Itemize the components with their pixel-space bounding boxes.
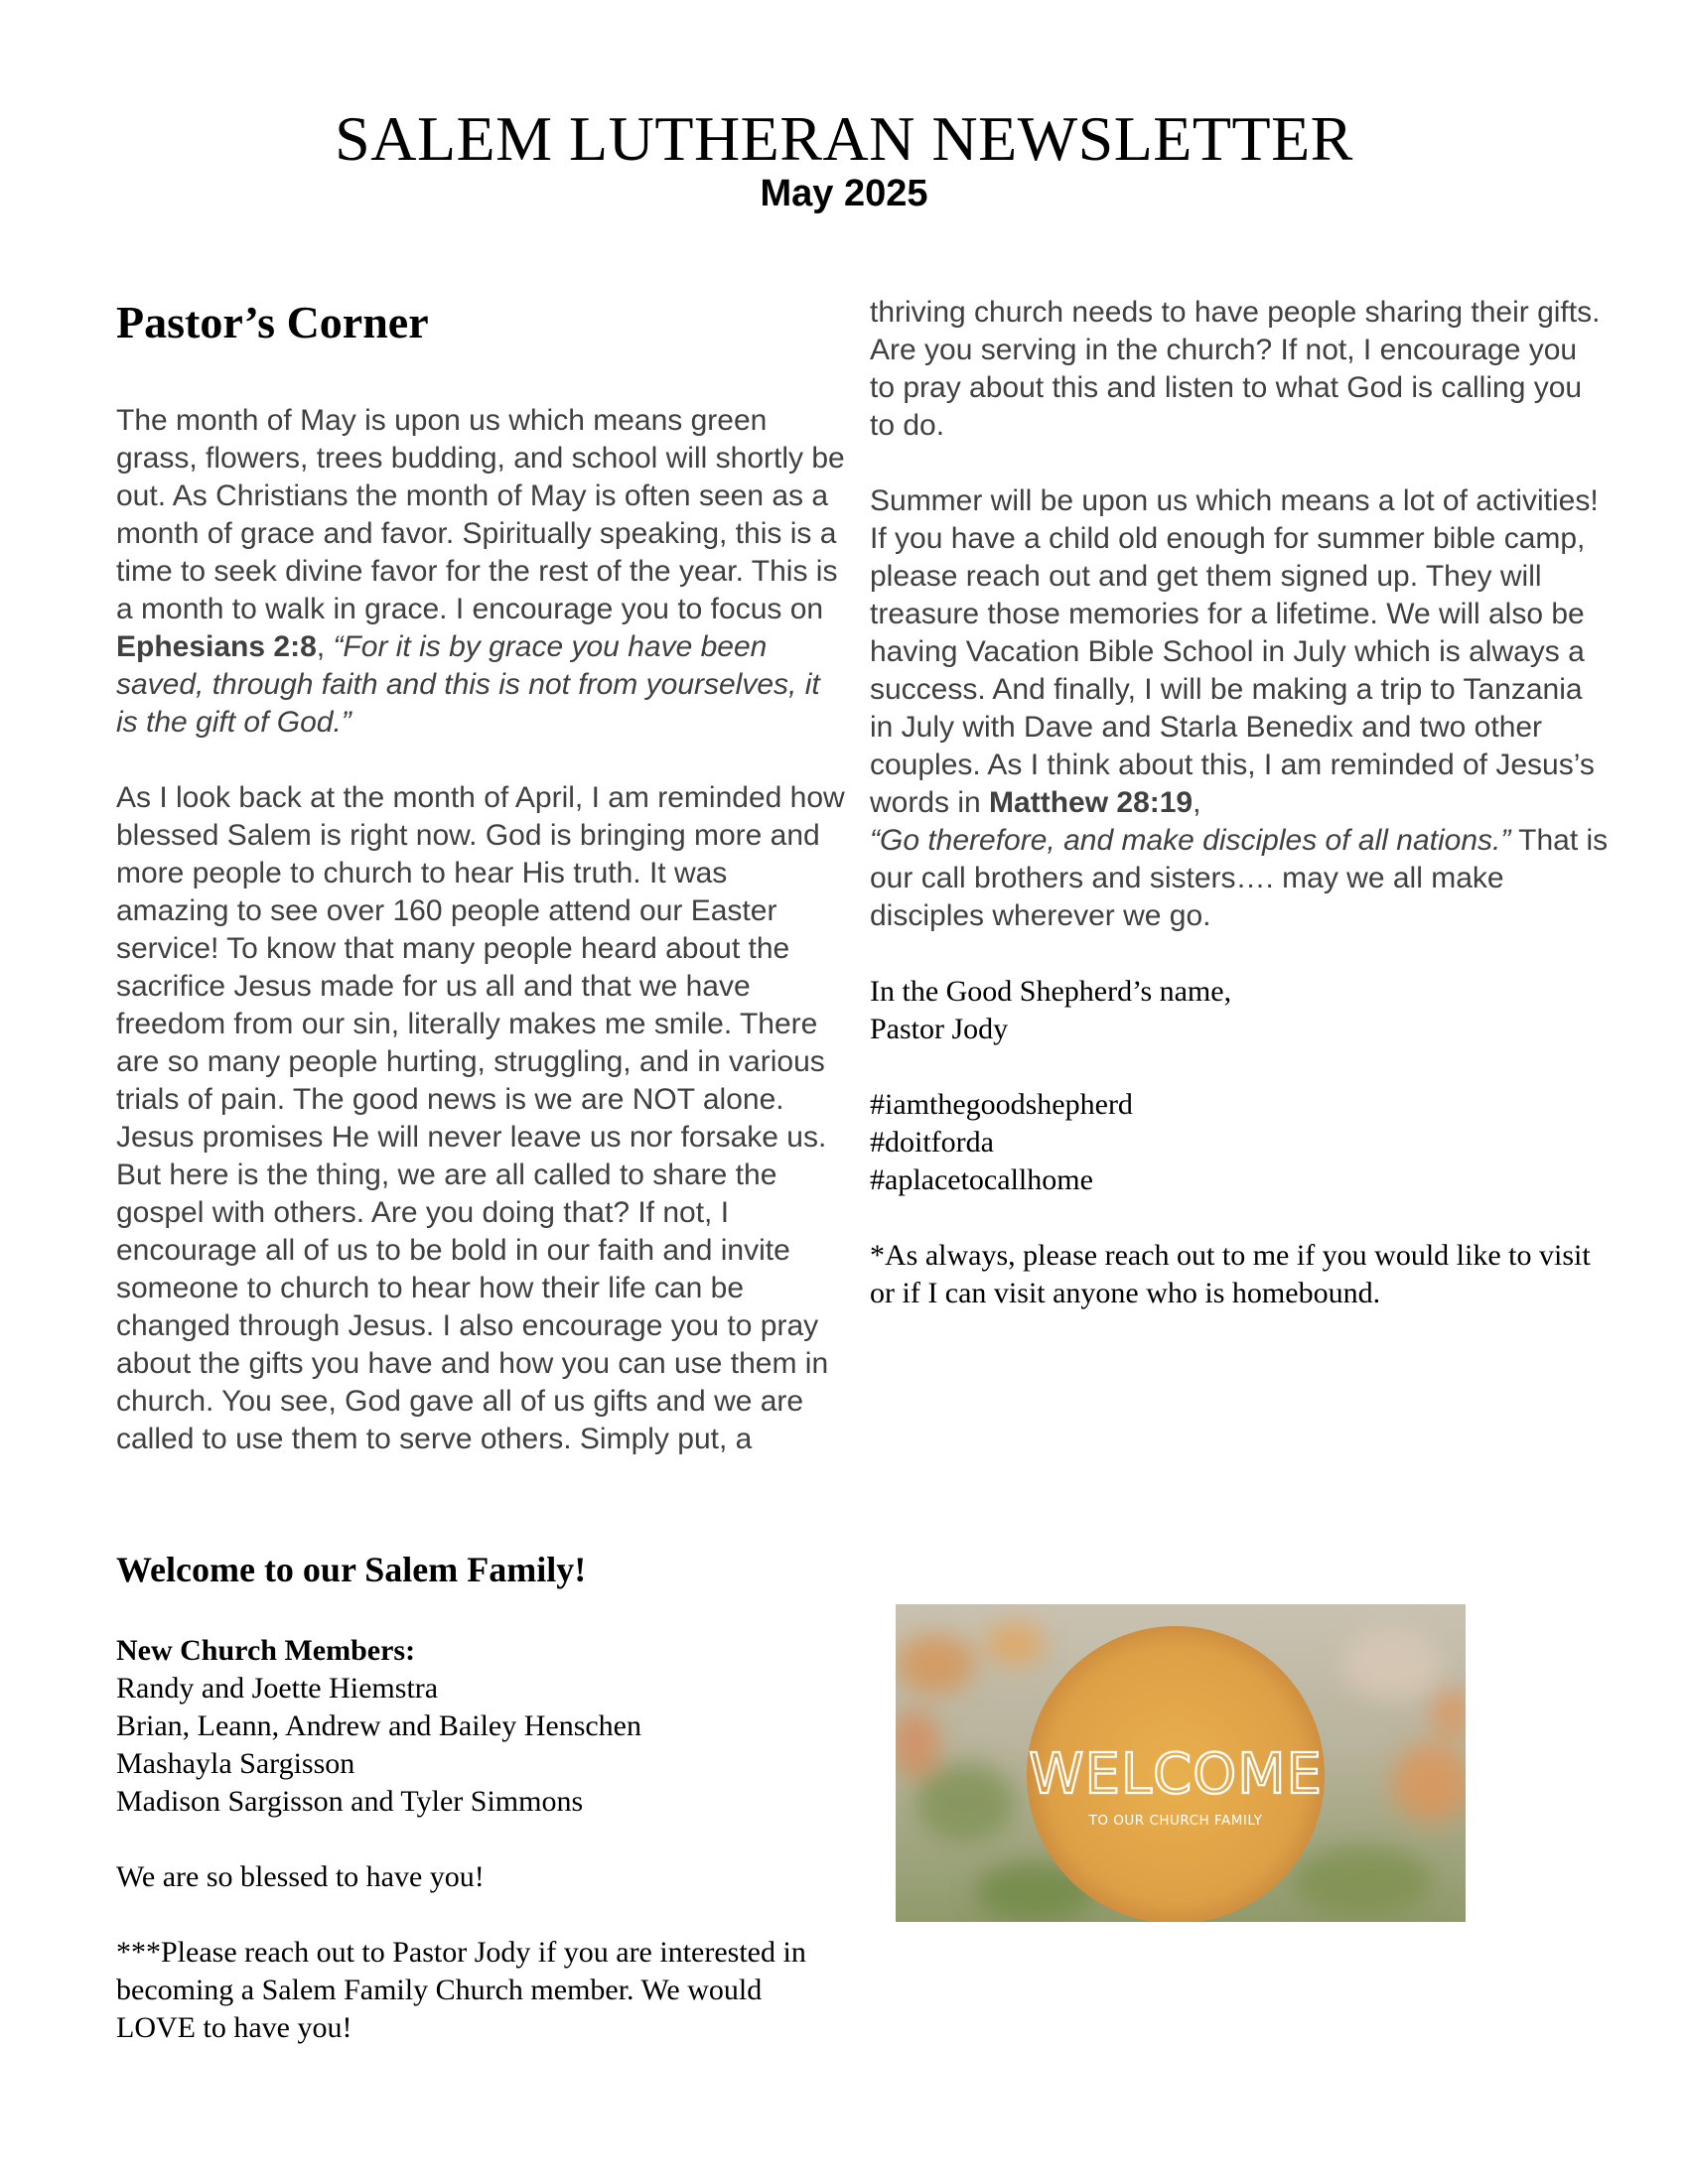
paragraph-3-tail: That is our call brothers and sisters…. may we all make disciples wherever we go. xyxy=(870,824,1609,932)
paragraph-1-text: The month of May is upon us which means green grass, flowers, trees budding, and school will shortly be out. As Christians the month of May is often seen as a month of grace and favor. Spiritually speaking, this is a time to seek divine favor for the rest of the year. This is a month to walk in grace. I encourage you to focus on xyxy=(116,403,845,625)
welcome-section xyxy=(116,1551,831,2047)
paragraph-gap xyxy=(116,1821,831,1858)
member-entry: Brian, Leann, Andrew and Bailey Henschen xyxy=(116,1708,641,1742)
issue-date: May 2025 xyxy=(760,173,928,214)
masthead xyxy=(0,103,1688,214)
new-members-list xyxy=(116,1632,831,1821)
hashtag: #doitforda xyxy=(870,1126,994,1159)
welcome-image xyxy=(896,1604,1466,1922)
pastors-corner-heading: Pastor’s Corner xyxy=(116,297,429,347)
paragraph-gap xyxy=(116,742,846,779)
pastors-corner-paragraph-3 xyxy=(870,482,1610,935)
paragraph-gap xyxy=(870,1199,1610,1237)
blessed-line: We are so blessed to have you! xyxy=(116,1859,485,1893)
new-members-label: New Church Members: xyxy=(116,1633,416,1667)
paragraph-3-sep: , xyxy=(1193,786,1201,819)
hashtag: #iamthegoodshepherd xyxy=(870,1088,1133,1121)
pastors-corner-paragraph-2-continued: thriving church needs to have people sharing their gifts. Are you serving in the church? If not, I encourage you to pray about this and listen to what God is calling you to do. xyxy=(870,296,1601,442)
scripture-quote-ephesians: “For it is by grace you have been saved, through faith and this is not from yourselves, it is the gift of God.” xyxy=(116,629,820,739)
pastors-corner-left-column xyxy=(116,298,846,1458)
signoff xyxy=(870,973,1610,1048)
scripture-ref-matthew: Matthew 28:19 xyxy=(989,786,1194,819)
pastors-corner-right-column xyxy=(870,294,1610,1312)
scripture-quote-matthew: “Go therefore, and make disciples of all nations.” xyxy=(870,824,1511,857)
welcome-subtext: TO OUR CHURCH FAMILY xyxy=(1088,1813,1263,1829)
visit-note: *As always, please reach out to me if you would like to visit or if I can visit anyone who is homebound. xyxy=(870,1239,1591,1309)
paragraph-gap xyxy=(870,935,1610,973)
welcome-graphic xyxy=(896,1604,1466,1922)
hashtags xyxy=(870,1086,1610,1199)
member-entry: Randy and Joette Hiemstra xyxy=(116,1671,439,1705)
member-entry: Mashayla Sargisson xyxy=(116,1746,355,1780)
scripture-ref-ephesians: Ephesians 2:8 xyxy=(116,629,317,663)
paragraph-1-sep: , xyxy=(316,629,334,663)
paragraph-gap xyxy=(870,1048,1610,1086)
paragraph-gap xyxy=(116,1896,831,1934)
paragraph-gap xyxy=(870,445,1610,482)
signoff-signature: Pastor Jody xyxy=(870,1013,1009,1045)
pastors-corner-paragraph-2: As I look back at the month of April, I am reminded how blessed Salem is right now. God is bringing more and more people to church to hear His truth. It was amazing to see over 160 people attend our Easter service! To know that many people heard about the sacrifice Jesus made for us all and that we have freedom from our sin, literally makes me smile. There are so many people hurting, struggling, and in various trials of pain. The good news is we are NOT alone. Jesus promises He will never leave us nor forsake us. But here is the thing, we are all called to share the gospel with others. Are you doing that? If not, I encourage all of us to be bold in our faith and invite someone to church to hear how their life can be changed through Jesus. I also encourage you to pray about the gifts you have and how you can use them in church. You see, God gave all of us gifts and we are called to use them to serve others. Simply put, a xyxy=(116,780,845,1455)
welcome-heading: Welcome to our Salem Family! xyxy=(116,1550,587,1589)
paragraph-3-text: Summer will be upon us which means a lot of activities! If you have a child old enough for summer bible camp, please reach out and get them signed up. They will treasure those memories for a lifetime. We will also be having Vacation Bible School in July which is always a success. And finally, I will be making a trip to Tanzania in July with Dave and Starla Benedix and two other couples. As I think about this, I am reminded of Jesus’s words in xyxy=(870,484,1599,819)
membership-cta: ***Please reach out to Pastor Jody if you are interested in becoming a Salem Family Church member. We would LOVE to have you! xyxy=(116,1935,806,2044)
member-entry: Madison Sargisson and Tyler Simmons xyxy=(116,1784,584,1818)
welcome-word: WELCOME xyxy=(1029,1742,1323,1807)
newsletter-title: SALEM LUTHERAN NEWSLETTER xyxy=(335,103,1353,174)
pastors-corner-paragraph-1 xyxy=(116,402,846,742)
hashtag: #aplacetocallhome xyxy=(870,1163,1093,1196)
signoff-line-1: In the Good Shepherd’s name, xyxy=(870,975,1232,1008)
